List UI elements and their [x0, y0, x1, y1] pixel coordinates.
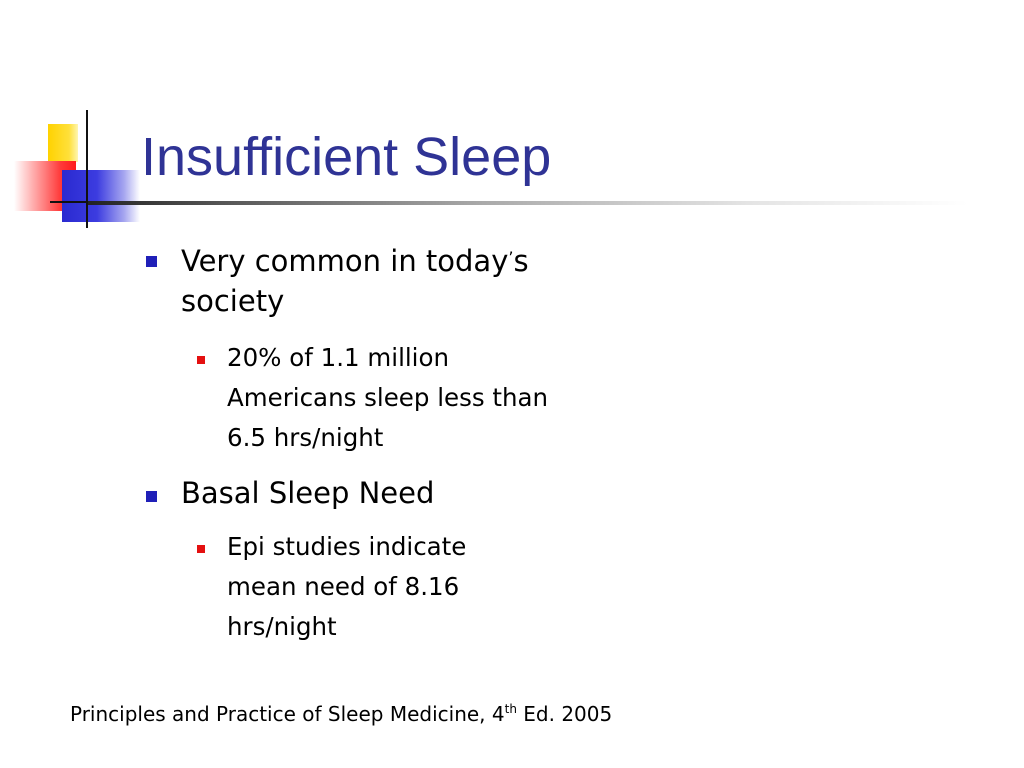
subbullet-square-icon	[197, 545, 205, 553]
bullet-basal-sleep-need: Basal Sleep Need	[181, 476, 435, 510]
slide-title: Insufficient Sleep	[141, 127, 552, 187]
bullet-text-part: s society	[181, 244, 529, 318]
citation-footer	[70, 700, 612, 728]
yellow-square-shape	[48, 124, 78, 162]
title-underline-rule	[88, 201, 968, 205]
citation-text: Principles and Practice of Sleep Medicine, 4	[70, 702, 505, 726]
citation-suffix: Ed. 2005	[516, 702, 613, 726]
subbullet-square-icon	[197, 356, 205, 364]
bullet-square-icon	[146, 256, 157, 267]
blue-square-shape	[62, 170, 140, 222]
subbullet-epi-studies: Epi studies indicate mean need of 8.16 hrs/night	[227, 532, 467, 641]
bullet-square-icon	[146, 491, 157, 502]
bullet-text-part: Very common in today	[181, 244, 509, 278]
citation-superscript: th	[504, 702, 517, 716]
apostrophe-mark: ’	[508, 248, 514, 267]
subbullet-americans-sleep: 20% of 1.1 million Americans sleep less than 6.5 hrs/night	[227, 343, 549, 452]
logo-vertical-line	[86, 110, 88, 228]
bullet-very-common	[181, 238, 601, 321]
